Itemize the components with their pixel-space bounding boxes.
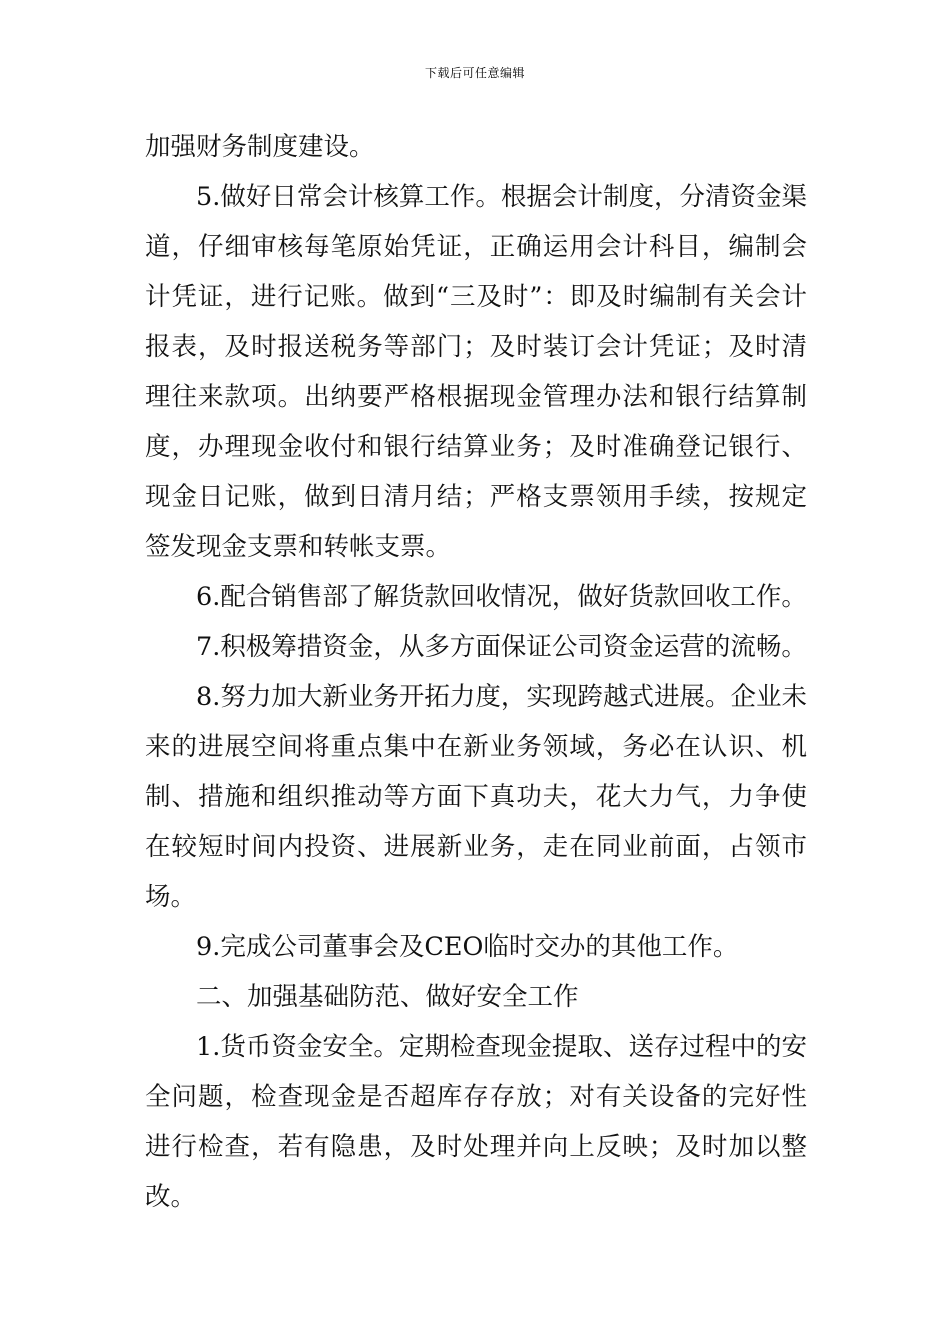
paragraph-safety-item-1: 1.货币资金安全。定期检查现金提取、送存过程中的安全问题，检查现金是否超库存存放；对有关设备的完好性进行检查，若有隐患，及时处理并向上反映；及时加以整改。 <box>145 1032 807 1212</box>
paragraph-item-5: 5.做好日常会计核算工作。根据会计制度，分清资金渠道，仔细审核每笔原始凭证，正确运用会计科目，编制会计凭证，进行记账。做到“三及时”：即及时编制有关会计报表，及时报送税务等部门；及时装订会计凭证；及时清理往来款项。出纳要严格根据现金管理办法和银行结算制度，办理现金收付和银行结算业务；及时准确登记银行、现金日记账，做到日清月结；严格支票领用手续，按规定签发现金支票和转帐支票。 <box>145 182 807 562</box>
document-body <box>145 122 807 1222</box>
paragraph-item-8: 8.努力加大新业务开拓力度，实现跨越式进展。企业未来的进展空间将重点集中在新业务领域，务必在认识、机制、措施和组织推动等方面下真功夫，花大力气，力争使在较短时间内投资、进展新业务，走在同业前面，占领市场。 <box>145 682 807 912</box>
section-heading-safety: 二、加强基础防范、做好安全工作 <box>196 982 579 1012</box>
paragraph-item-7: 7.积极筹措资金，从多方面保证公司资金运营的流畅。 <box>196 632 807 662</box>
paragraph-item-6: 6.配合销售部了解货款回收情况，做好货款回收工作。 <box>196 582 807 612</box>
page-header-note: 下载后可任意编辑 <box>424 66 525 80</box>
paragraph-financial-system: 加强财务制度建设。 <box>145 132 375 162</box>
paragraph-item-9: 9.完成公司董事会及CEO临时交办的其他工作。 <box>196 932 739 962</box>
